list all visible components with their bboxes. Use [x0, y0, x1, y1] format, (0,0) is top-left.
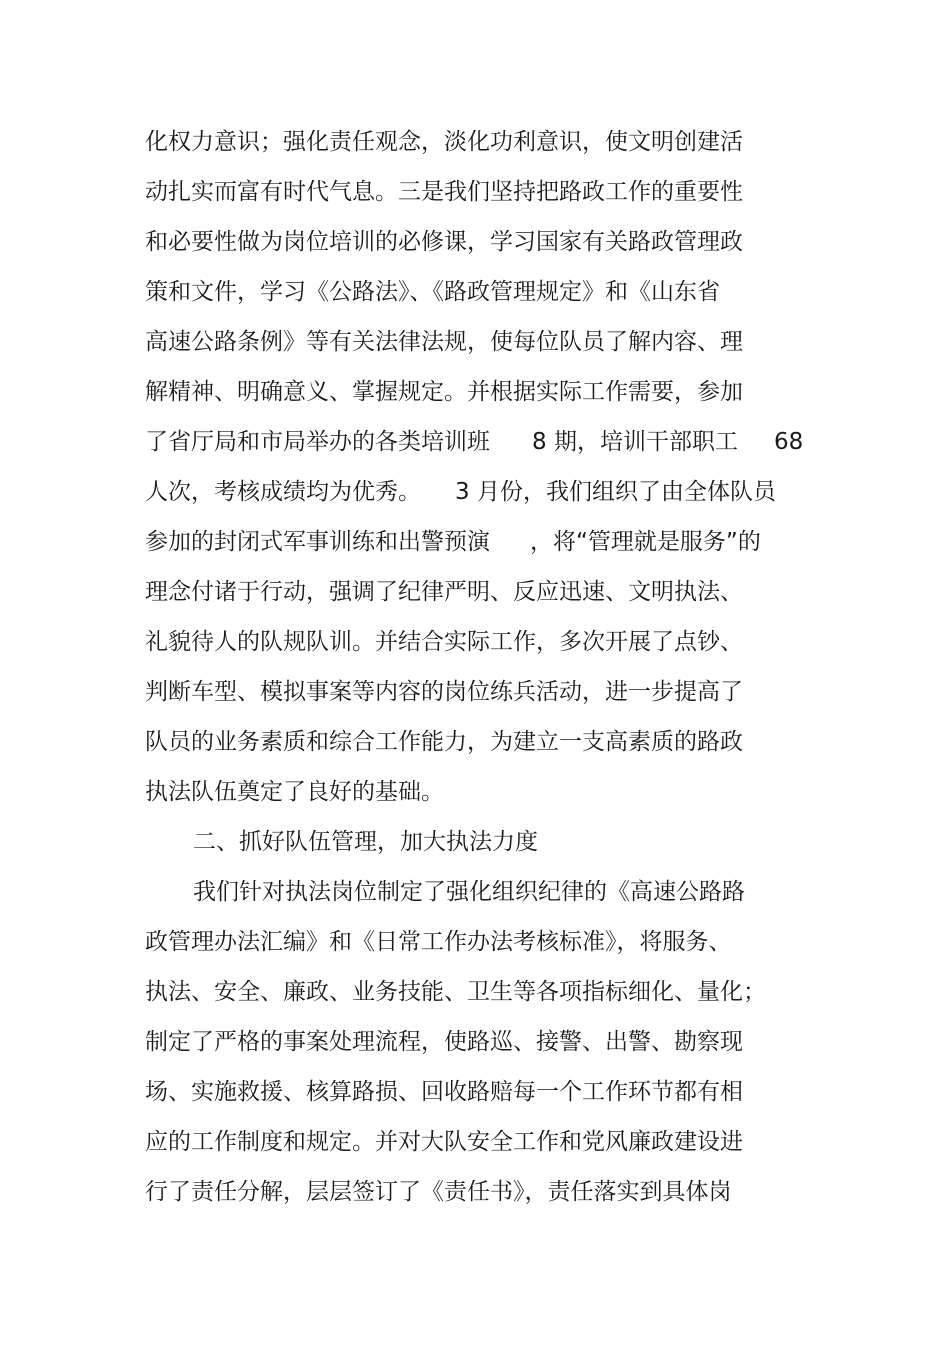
- text-segment: 了省厅局和市局举办的各类培训班: [145, 429, 490, 455]
- text-line-11: 礼貌待人的队规队训。并结合实际工作，多次开展了点钞、: [145, 629, 743, 655]
- text-line-5: 高速公路条例》等有关法律法规，使每位队员了解内容、理: [145, 329, 743, 355]
- text-line-8: [145, 472, 776, 512]
- text-line-9: [145, 522, 761, 562]
- text-line-19: 制定了严格的事案处理流程，使路巡、接警、出警、勘察现: [145, 1029, 743, 1055]
- text-line-17: 政管理办法汇编》和《日常工作办法考核标准》，将服务、: [145, 929, 732, 955]
- section-heading: 二、抓好队伍管理，加大执法力度: [193, 829, 538, 855]
- text-segment: ，将“管理就是服务”的: [530, 529, 761, 555]
- text-line-22: 行了责任分解，层层签订了《责任书》，责任落实到具体岗: [145, 1179, 732, 1205]
- text-line-4: 策和文件，学习《公路法》、《路政管理规定》和《山东省: [145, 279, 720, 305]
- text-segment: 人次，考核成绩均为优秀。: [145, 479, 421, 505]
- text-line-1: 化权力意识；强化责任观念，淡化功利意识，使文明创建活: [145, 129, 743, 155]
- text-line-6: 解精神、明确意义、掌握规定。并根据实际工作需要，参加: [145, 379, 743, 405]
- text-line-13: 队员的业务素质和综合工作能力，为建立一支高素质的路政: [145, 729, 743, 755]
- text-line-14: 执法队伍奠定了良好的基础。: [145, 779, 444, 805]
- text-line-21: 应的工作制度和规定。并对大队安全工作和党风廉政建设进: [145, 1129, 743, 1155]
- text-line-3: 和必要性做为岗位培训的必修课，学习国家有关路政管理政: [145, 229, 743, 255]
- text-segment: 月份，我们组织了由全体队员: [476, 479, 776, 505]
- text-line-18: 执法、安全、廉政、业务技能、卫生等各项指标细化、量化；: [145, 979, 766, 1005]
- number-text: 3: [455, 479, 470, 505]
- text-line-10: 理念付诸于行动，强调了纪律严明、反应迅速、文明执法、: [145, 579, 743, 605]
- text-segment: 期，培训干部职工: [553, 429, 738, 455]
- text-segment: 参加的封闭式军事训练和出警预演: [145, 529, 490, 555]
- number-text: 68: [773, 429, 804, 455]
- text-line-20: 场、实施救援、核算路损、回收路赔每一个工作环节都有相: [145, 1079, 743, 1105]
- text-line-16: 我们针对执法岗位制定了强化组织纪律的《高速公路路: [193, 879, 745, 905]
- number-text: 8: [532, 429, 547, 455]
- text-line-7: [145, 422, 803, 462]
- text-line-12: 判断车型、模拟事案等内容的岗位练兵活动，进一步提高了: [145, 679, 743, 705]
- text-line-2: 动扎实而富有时代气息。三是我们坚持把路政工作的重要性: [145, 179, 743, 205]
